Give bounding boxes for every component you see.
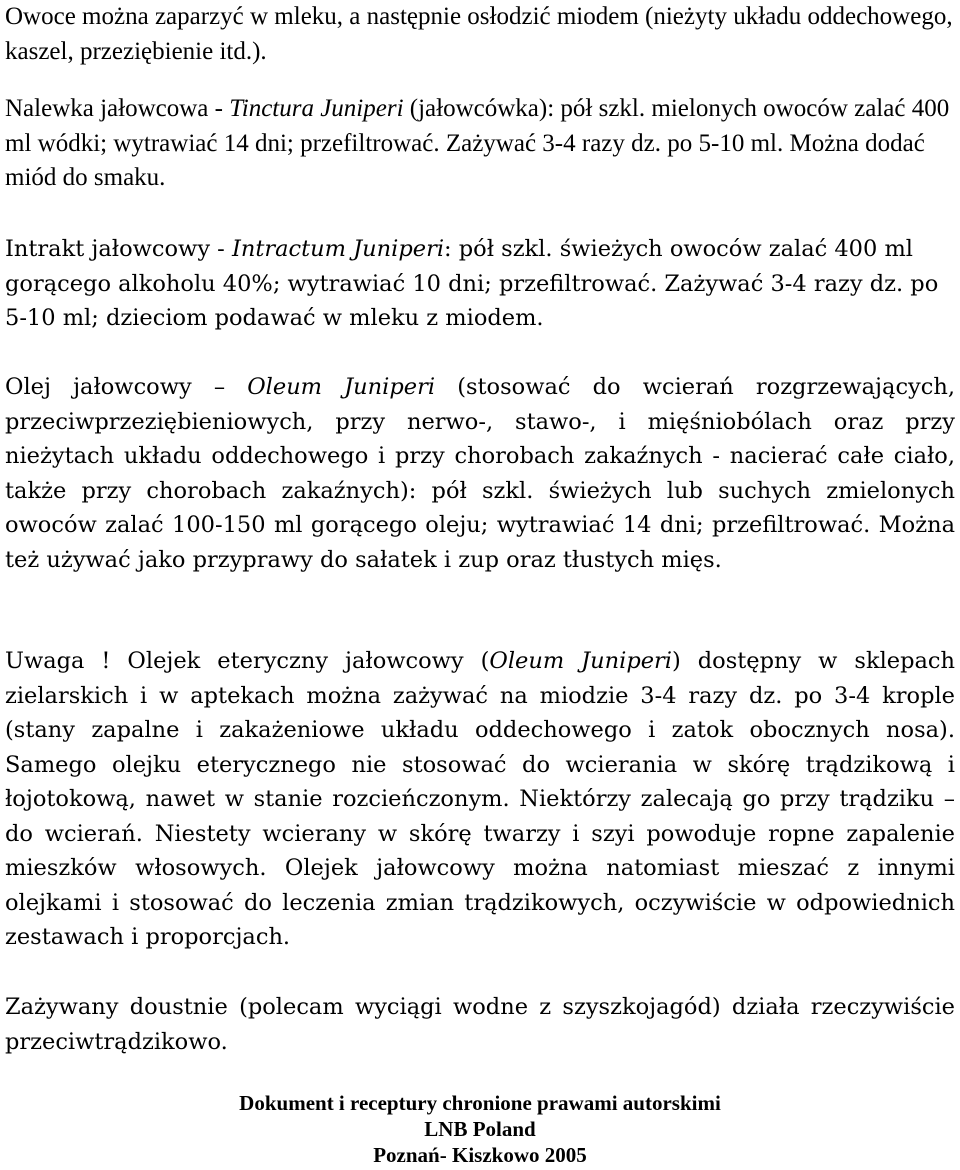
paragraph-uwaga (5, 644, 955, 955)
paragraph-nalewka (5, 92, 955, 196)
nalewka-latin-name: Tinctura Juniperi (229, 95, 404, 122)
intrakt-body: : pół szkl. świeżych owoców zalać 400 ml gorącego alkoholu 40%; wytrawiać 10 dni; przefiltrować. Zażywać 3-4 razy dz. po 5-10 ml; dzieciom podawać w mleku z miodem. (5, 236, 939, 331)
footer-place-year: Poznań- Kiszkowo 2005 (373, 1143, 587, 1167)
intrakt-lead: Intrakt jałowcowy - (5, 236, 232, 262)
paragraph-zazywany: Zażywany doustnie (polecam wyciągi wodne z szyszkojagód) działa rzeczywiście przeciwtrądzikowo. (5, 994, 955, 1055)
uwaga-latin-name: Oleum Juniperi (489, 648, 673, 674)
olej-latin-name: Oleum Juniperi (247, 374, 436, 400)
footer-copyright-line: Dokument i receptury chronione prawami autorskimi (239, 1091, 721, 1115)
olej-body: (stosować do wcierań rozgrzewających, przeciwprzeziębieniowych, przy nerwo-, stawo-, i mięśniobólach oraz przy nieżytach układu oddechowego i przy chorobach zakaźnych - nacierać całe ciało, także przy chorobach zakaźnych): pół szkl. świeżych lub suchych zmielonych owoców zalać 100-150 ml gorącego oleju; wytrawiać 14 dni; przefiltrować. Można też używać jako przyprawy do sałatek i zup oraz tłustych mięs. (5, 374, 955, 573)
nalewka-lead: Nalewka jałowcowa - (5, 95, 230, 122)
footer-organization: LNB Poland (424, 1117, 536, 1141)
uwaga-lead: Uwaga ! Olejek eteryczny jałowcowy ( (5, 648, 490, 674)
copyright-footer (0, 1090, 960, 1168)
paragraph-owoce: Owoce można zaparzyć w mleku, a następnie osłodzić miodem (nieżyty układu oddechowego, kaszel, przeziębienie itd.). (5, 3, 953, 65)
olej-lead: Olej jałowcowy – (5, 374, 248, 400)
paragraph-intrakt (5, 232, 955, 336)
nalewka-body: (jałowcówka): pół szkl. mielonych owoców zalać 400 ml wódki; wytrawiać 14 dni; przefiltrować. Zażywać 3-4 razy dz. po 5-10 ml. Można dodać miód do smaku. (5, 95, 950, 191)
intrakt-latin-name: Intractum Juniperi (231, 236, 445, 262)
uwaga-body: ) dostępny w sklepach zielarskich i w aptekach można zażywać na miodzie 3-4 razy dz. po 3-4 krople (stany zapalne i zakażeniowe układu oddechowego i zatok obocznych nosa). Samego olejku eterycznego nie stosować do wcierania w skórę trądzikową i łojotokową, nawet w stanie rozcieńczonym. Niektórzy zalecają go przy trądziku – do wcierań. Niestety wcierany w skórę twarzy i szyi powoduje ropne zapalenie mieszków włosowych. Olejek jałowcowy można natomiast mieszać z innymi olejkami i stosować do leczenia zmian trądzikowych, oczywiście w odpowiednich zestawach i proporcjach. (5, 648, 956, 950)
paragraph-olej (5, 370, 955, 577)
